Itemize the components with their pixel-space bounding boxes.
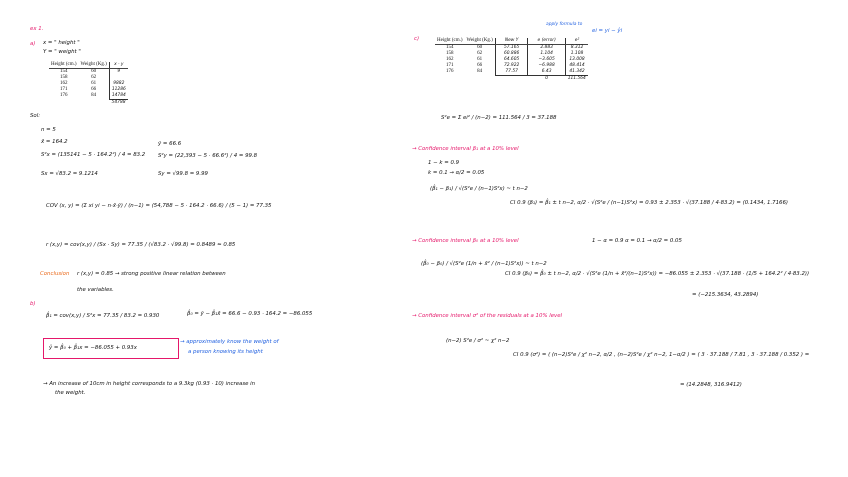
table-header: Height (cm.) <box>437 38 463 43</box>
ci-beta1-formula: CI 0.9 (β₁) = β̂₁ ± t n−2, α/2 · √(S²e / (n−1)S²x) = 0.93 ± 2.353 · √(37.188 / 4·83.2) = (0.1434, 1.7166) <box>510 200 788 206</box>
x-definition: x = " height " <box>43 40 80 46</box>
x-std-dev: Sx = √83.2 = 9.1214 <box>41 171 98 177</box>
error-total: 0 <box>545 76 549 81</box>
error-squared-total: 111.564 <box>567 76 586 81</box>
part-c-label: c) <box>414 36 420 42</box>
model-note-continued: a person knowing its height <box>188 349 263 355</box>
y-std-dev: Sy = √99.8 = 9.99 <box>158 171 208 177</box>
increase-interpretation-continued: the weight. <box>55 390 86 396</box>
ci-beta1-confidence: 1 − k = 0.9 <box>428 160 460 166</box>
ci-beta1-alpha: k = 0.1 → α/2 = 0.05 <box>428 170 485 176</box>
table-row: 176 84 14784 <box>60 93 126 99</box>
exercise-label: ex 1. <box>30 26 44 32</box>
model-note: → approximately know the weight of <box>180 339 279 345</box>
data-table-left <box>49 62 128 106</box>
table-row: 162 61 9882 <box>49 81 128 87</box>
table-row: 158 62 60.886 1.104 1.108 <box>435 51 588 57</box>
ci-beta0-alpha: 1 − α = 0.9 α = 0.1 → α/2 = 0.05 <box>592 238 682 244</box>
table-header-new-y: New Y <box>495 38 528 45</box>
y-mean: ȳ = 66.6 <box>158 141 182 147</box>
table-row: 154 60 57.165 2.883 8.312 <box>435 45 588 52</box>
table-row: 171 66 72.922 −6.988 48.414 <box>435 63 588 69</box>
formula-note: apply formula to <box>546 22 583 27</box>
table-row: 176 84 77.57 6.43 41.342 <box>435 69 588 76</box>
correlation-formula: r (x,y) = cov(x,y) / (Sx · Sy) = 77.35 / (√83.2 · √99.8) = 0.8489 ≃ 0.85 <box>46 242 236 248</box>
ci-beta1-title: → Confidence interval β₁ at a 10% level <box>412 146 519 152</box>
conclusion-text: r (x,y) = 0.85 → strong positive linear relation between <box>77 271 226 277</box>
ci-sigma2-distribution: (n−2) S²e / σ² ~ χ² n−2 <box>446 338 510 344</box>
table-header-xy: x · y <box>109 62 127 69</box>
table-header: Height (cm.) <box>51 62 77 67</box>
part-b-label: b) <box>30 301 36 307</box>
y-definition: Y = " weight " <box>43 49 81 55</box>
n-value: n = 5 <box>41 127 56 133</box>
ci-beta0-distribution: (β̂₀ − β₀) / √(S²e (1/n + x̄² / (n−1)S²x)) ~ t n−2 <box>421 261 547 267</box>
residual-variance: S²e = Σ ei² / (n−2) = 111.564 / 3 = 37.188 <box>441 115 557 121</box>
conclusion-text-continued: the variables. <box>77 287 114 293</box>
regression-model: ŷ = β̂₀ + β̂₁x = −86.055 + 0.93x <box>49 345 137 351</box>
table-row: 158 62 <box>49 75 128 81</box>
x-mean: x̄ = 164.2 <box>41 139 68 145</box>
y-variance: S²y = (22,393 − 5 · 66.6²) / 4 = 99.8 <box>158 153 258 159</box>
ci-sigma2-formula: CI 0.9 (σ²) = ( (n−2)S²e / χ² n−2, α/2 , (n−2)S²e / χ² n−2, 1−α/2 ) = ( 3 · 37.188 / 7.81 , 3 · 37.188 / 0.352 ) = <box>513 352 810 358</box>
table-header: Weight (Kg.) <box>79 62 110 69</box>
table-row: 154 60 9 <box>49 69 128 76</box>
xy-total: 54788 <box>111 100 126 105</box>
solution-label: Sol: <box>30 113 41 119</box>
beta0-estimate: β̂₀ = ȳ − β̂₁x̄ = 66.6 − 0.93 · 164.2 = −86.055 <box>187 311 313 317</box>
covariance-formula: COV (x, y) = (Σ xi yi − n·x̄·ȳ) / (n−1) = (54,788 − 5 · 164.2 · 66.6) / (5 − 1) = 77.35 <box>46 203 272 209</box>
x-variance: S²x = (135141 − 5 · 164.2²) / 4 = 83.2 <box>41 152 146 158</box>
part-a-label: a) <box>30 41 36 47</box>
ci-sigma2-result: = (14.2848, 316.9412) <box>680 382 742 388</box>
ci-sigma2-title: → Confidence interval σ² of the residuals at a 10% level <box>412 313 563 319</box>
table-header-error: e (error) <box>528 38 565 45</box>
table-header: Weight (Kg.) <box>465 38 496 45</box>
ci-beta0-title: → Confidence interval β₀ at a 10% level <box>412 238 519 244</box>
increase-interpretation: → An increase of 10cm in height corresponds to a 9.3kg (0.93 · 10) increase in <box>43 381 256 387</box>
table-row: 162 61 64.605 −3.605 13.008 <box>435 57 588 63</box>
residual-formula-note: ei = yi − ŷi <box>592 28 623 34</box>
ci-beta0-formula: CI 0.9 (β₀) = β̂₀ ± t n−2, α/2 · √(S²e (1/n + x̄²/(n−1)S²x)) = −86.055 ± 2.353 · √(37.188 · (1/5 + 164.2² / 4·83.2)) <box>505 271 810 277</box>
beta1-estimate: β̂₁ = cov(x,y) / S²x = 77.35 / 83.2 = 0.930 <box>46 313 160 319</box>
data-table-right <box>435 38 588 82</box>
ci-beta1-distribution: (β̂₁ − β₁) / √(S²e / (n−1)S²x) ~ t n−2 <box>430 186 528 192</box>
conclusion-label: Conclusion <box>40 271 70 277</box>
table-row: 171 66 11286 <box>60 87 126 92</box>
ci-beta0-result: = (−215.3634, 43.2894) <box>692 292 759 298</box>
table-header-error-squared: e² <box>565 38 588 45</box>
